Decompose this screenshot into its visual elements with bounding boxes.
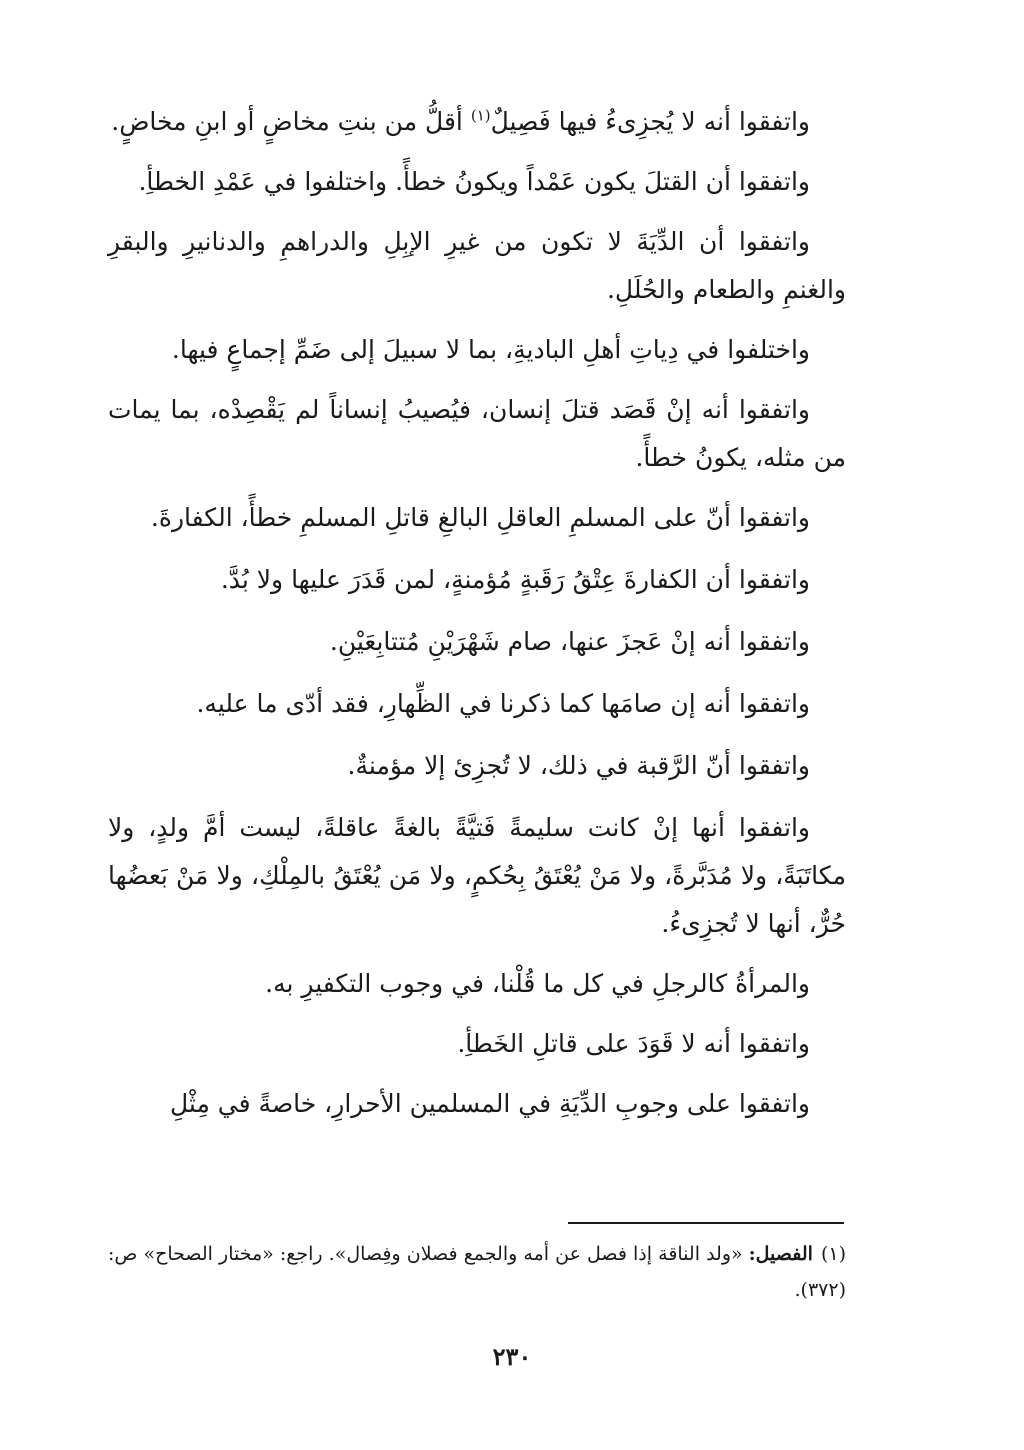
paragraph-8: واتفقوا أنه إنْ عَجزَ عنها، صام شَهْرَيْنِ مُتتابِعَيْنِ. <box>329 627 810 656</box>
footnote-divider <box>568 1222 844 1224</box>
footnote-term: الفصيل: <box>748 1243 813 1265</box>
paragraph-2: واتفقوا أن القتلَ يكون عَمْداً ويكونُ خطأً. واختلفوا في عَمْدِ الخطأِ. <box>138 167 810 196</box>
paragraph-4: واختلفوا في دِياتِ أهلِ الباديةِ، بما لا سبيلَ إلى ضَمِّ إجماعٍ فيها. <box>171 335 810 364</box>
paragraph-9: واتفقوا أنه إن صامَها كما ذكرنا في الظِّهارِ، فقد أدّى ما عليه. <box>196 689 810 718</box>
paragraph-13: واتفقوا أنه لا قَوَدَ على قاتلِ الخَطأِ. <box>457 1029 810 1058</box>
paragraph-5: واتفقوا أنه إنْ قَصَد قتلَ إنسان، فيُصيبُ إنساناً لم يَقْصِدْه، بما يمات من مثله، يكونُ خطأً. <box>108 395 846 472</box>
paragraph-1-after: أقلُّ من بنتِ مخاضٍ أو ابنِ مخاضٍ. <box>111 107 471 136</box>
footnote <box>108 1236 846 1308</box>
main-text <box>108 98 846 1140</box>
paragraph-1 <box>108 98 846 146</box>
paragraph-3: واتفقوا أن الدِّيَةَ لا تكون من غيرِ الإبِلِ والدراهمِ والدنانيرِ والبقرِ والغنمِ والطعام والحُلَلِ. <box>108 227 846 304</box>
paragraph-10: واتفقوا أنّ الرَّقبة في ذلك، لا تُجزِئ إلا مؤمنةٌ. <box>347 751 810 780</box>
paragraph-14: واتفقوا على وجوبِ الدِّيَةِ في المسلمين الأحرارِ، خاصةً في مِثْلِ <box>169 1089 810 1118</box>
paragraph-7: واتفقوا أن الكفارةَ عِتْقُ رَقَبةٍ مُؤمنةٍ، لمن قَدَرَ عليها ولا بُدَّ. <box>220 565 810 594</box>
page-number: ٢٣٠ <box>492 1342 532 1371</box>
footnote-reference: (١) <box>470 106 491 125</box>
paragraph-11: واتفقوا أنها إنْ كانت سليمةً فَتيَّةً بالغةً عاقلةً، ليست أمَّ ولدٍ، ولا مكاتَبَةً، ولا مُدَبَّرةً، ولا مَنْ يُعْتَقُ بِحُكمٍ، ولا مَن يُعْتَقُ بالمِلْكِ، ولا مَنْ بَعضُها حُرٌّ، أنها لا تُجزِىءُ. <box>108 813 846 938</box>
footnote-text: «ولد الناقة إذا فصل عن أمه والجمع فصلان وفِصال». راجع: «مختار الصحاح» ص: (٣٧٢). <box>108 1243 846 1301</box>
paragraph-6: واتفقوا أنّ على المسلمِ العاقلِ البالغِ قاتلِ المسلمِ خطأً، الكفارةَ. <box>150 503 810 532</box>
paragraph-12: والمرأةُ كالرجلِ في كل ما قُلْنا، في وجوب التكفيرِ به. <box>265 969 810 998</box>
paragraph-1-before: واتفقوا أنه لا يُجزِىءُ فيها فَصِيلٌ <box>490 107 810 136</box>
footnote-number: (١) <box>820 1243 846 1265</box>
